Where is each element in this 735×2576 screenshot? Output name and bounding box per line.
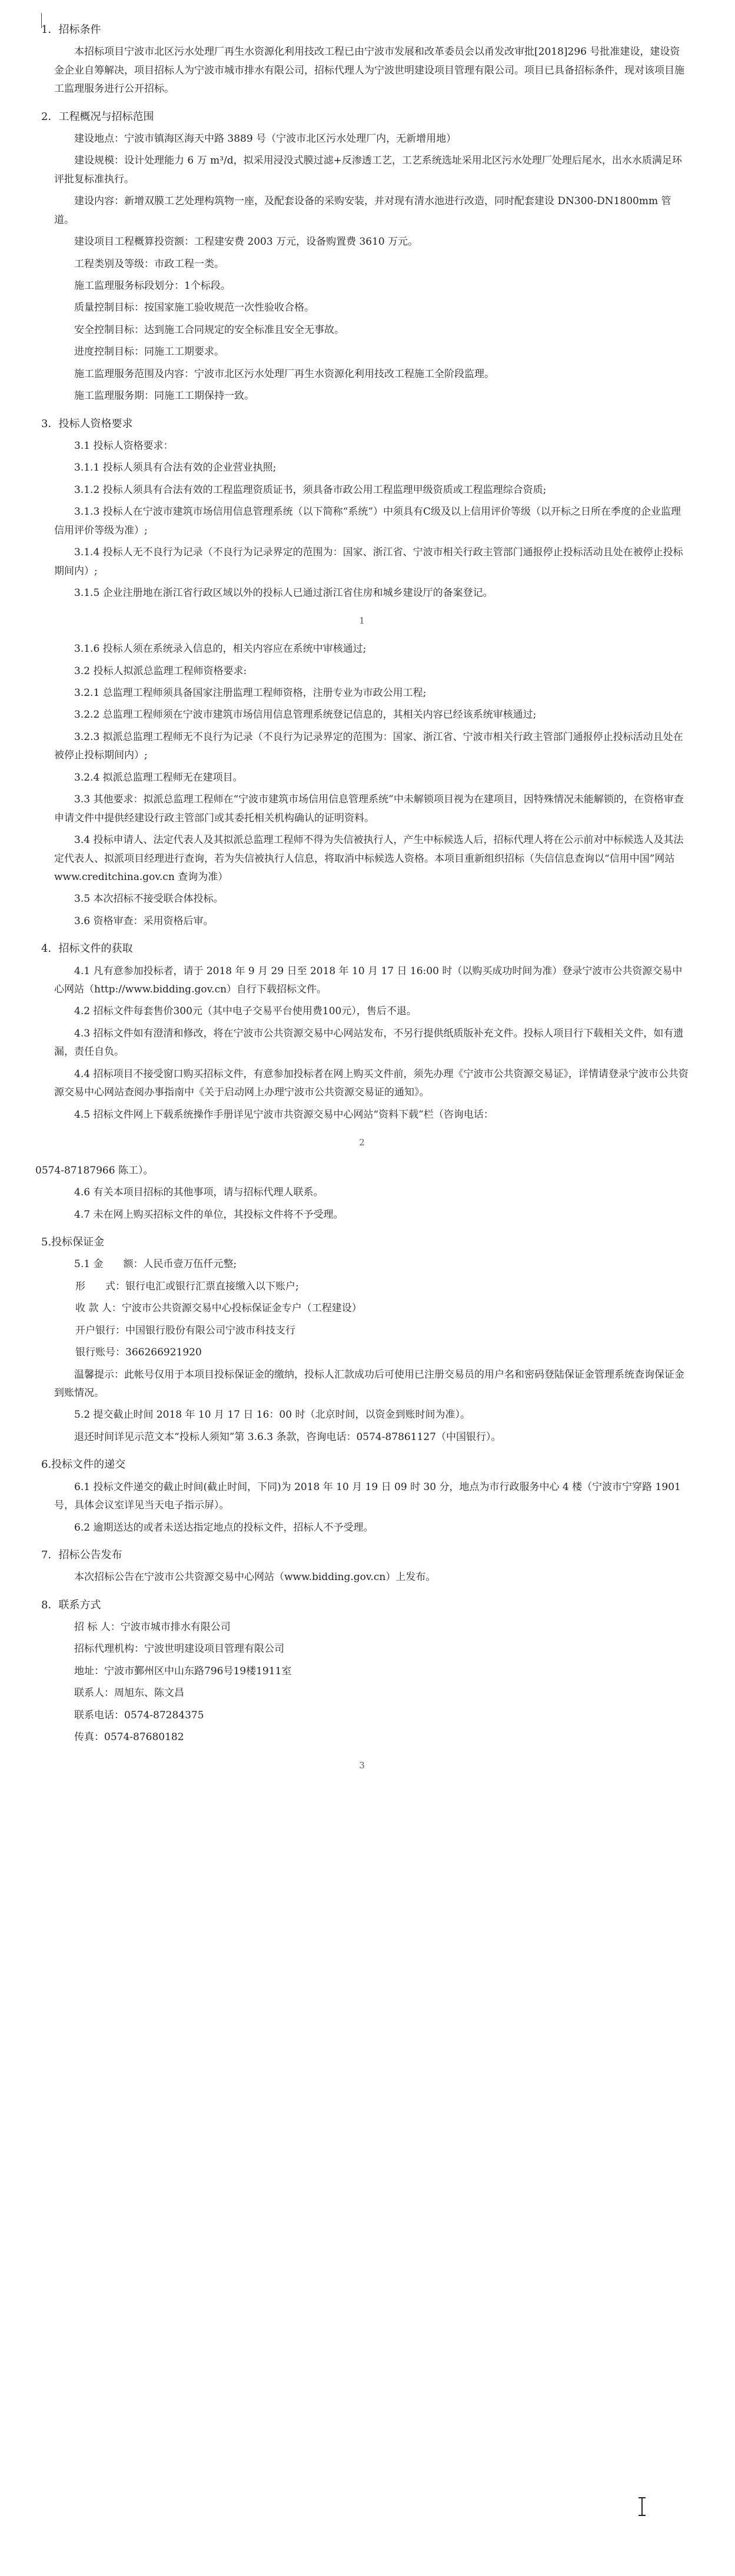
qualification-3-3: 3.3 其他要求：拟派总监理工程师在“宁波市建筑市场信用信息管理系统”中未解锁项目视为在建项目，因特殊情况未能解锁的，在资格审查申请文件中提供经建设行政主管部门或其委托相关机构确认的证明资料。 [54, 794, 684, 824]
section-1-paragraph: 本招标项目宁波市北区污水处理厂再生水资源化利用技改工程已由宁波市发展和改革委员会以甬发改审批[2018]296 号批准建设，建设资金企业自筹解决，项目招标人为宁波市城市排水有限公司，招标代理人为宁波世明建设项目管理有限公司。项目已具备招标条件，现对该项目施工监理服务进行公开招标。 [54, 46, 684, 95]
qualification-3-1-5: 3.1.5 企业注册地在浙江省行政区域以外的投标人已通过浙江省住房和城乡建设厅的备案登记。 [74, 586, 493, 599]
document-acquisition-4-7: 4.7 未在网上购买招标文件的单位，其投标文件将不予受理。 [74, 1208, 344, 1221]
contact-agent: 招标代理机构：宁波世明建设项目管理有限公司 [74, 1643, 284, 1655]
page-number: 1 [359, 615, 365, 626]
qualification-3-6: 3.6 资格审查：采用资格后审。 [74, 915, 214, 927]
section-8-title: 8．联系方式 [41, 1598, 101, 1611]
construction-scale: 建设规模：设计处理能力 6 万 m³/d，拟采用浸没式膜过滤+反渗透工艺，工艺系统选址采用北区污水处理厂处理后尾水，出水水质满足环评批复标准执行。 [54, 155, 682, 185]
qualification-3-2-2: 3.2.2 总监理工程师须在宁波市建筑市场信用信息管理系统登记信息的，其相关内容已经该系统审核通过; [74, 709, 537, 721]
qualification-3-2-4: 3.2.4 拟派总监理工程师无在建项目。 [74, 771, 243, 784]
section-7-title: 7．招标公告发布 [41, 1548, 122, 1561]
quality-target: 质量控制目标：按国家施工验收规范一次性验收合格。 [74, 302, 314, 314]
deposit-tip: 温馨提示：此帐号仅用于本项目投标保证金的缴纳，投标人汇款成功后可使用已注册交易员的用户名和密码登陆保证金管理系统查询保证金到账情况。 [54, 1368, 684, 1399]
contact-person: 联系人：周旭东、陈文昌 [74, 1687, 184, 1699]
contact-address: 地址：宁波市鄞州区中山东路796号19楼1911室 [74, 1665, 292, 1677]
tender-announcement-document [35, 12, 689, 1784]
lot-division: 施工监理服务标段划分：1个标段。 [74, 279, 231, 292]
qualification-3-2-1: 3.2.1 总监理工程师须具备国家注册监理工程师资格，注册专业为市政公用工程; [74, 687, 427, 699]
contact-phone: 联系电话：0574-87284375 [74, 1709, 204, 1721]
submission-6-1: 6.1 投标文件递交的截止时间(截止时间，下同)为 2018 年 10 月 19 日 09 时 30 分，地点为市行政服务中心 4 楼（宁波市宁穿路 1901 号，具体会议室详见当天电子指示屏）。 [54, 1481, 681, 1512]
deposit-refund: 退还时间详见示范文本“投标人须知”第 3.6.3 条款，咨询电话：0574-87861127（中国银行）。 [74, 1431, 501, 1443]
service-period: 施工监理服务期：同施工工期保持一致。 [74, 390, 254, 402]
qualification-intro: 3.1 投标人资格要求： [74, 439, 174, 452]
qualification-3-2-3: 3.2.3 拟派总监理工程师无不良行为记录（不良行为记录界定的范围为：国家、浙江省、宁波市相关行政主管部门通报停止投标活动且处在被停止投标期间内）; [54, 731, 683, 762]
project-category: 工程类别及等级：市政工程一类。 [74, 258, 224, 270]
document-acquisition-4-2: 4.2 招标文件每套售价300元（其中电子交易平台使用费100元），售后不退。 [74, 1005, 417, 1018]
section-6-title: 6.投标文件的递交 [41, 1458, 126, 1471]
consult-phone: 0574-87187966 陈工）。 [35, 1164, 154, 1177]
document-acquisition-4-6: 4.6 有关本项目招标的其他事项，请与招标代理人联系。 [74, 1187, 324, 1199]
investment-amount: 建设项目工程概算投资额：工程建安费 2003 万元，设备购置费 3610 万元。 [74, 236, 418, 248]
deposit-form: 形 式：银行电汇或银行汇票直接缴入以下账户; [75, 1280, 299, 1292]
qualification-3-1-3: 3.1.3 投标人在宁波市建筑市场信用信息管理系统（以下简称“系统”）中须具有C级及以上信用评价等级（以开标之日所在季度的企业监理信用评价等级为准）; [54, 506, 681, 536]
contact-fax: 传真：0574-87680182 [74, 1731, 184, 1744]
deposit-bank: 开户银行：中国银行股份有限公司宁波市科技支行 [75, 1324, 295, 1337]
deposit-account: 银行账号：366266921920 [75, 1347, 202, 1359]
safety-target: 安全控制目标：达到施工合同规定的安全标准且安全无事故。 [74, 324, 344, 336]
document-acquisition-4-4: 4.4 招标项目不接受窗口购买招标文件，有意参加投标者在网上购买文件前，须先办理《宁波市公共资源交易证》，详情请登录宁波市公共资源交易中心网站查阅办事指南中《关于启动网上办理宁波市公共资源交易证的通知》。 [54, 1068, 689, 1099]
construction-location: 建设地点：宁波市镇海区海天中路 3889 号（宁波市北区污水处理厂内，无新增用地） [74, 132, 457, 145]
document-acquisition-4-3: 4.3 招标文件如有澄清和修改，将在宁波市公共资源交易中心网站发布，不另行提供纸质版补充文件。投标人项目行下载相关文件，如有遗漏，责任自负。 [54, 1027, 684, 1058]
document-acquisition-4-1: 4.1 凡有意参加投标者，请于 2018 年 9 月 29 日至 2018 年 10 月 17 日 16:00 时（以购买成功时间为准）登录宁波市公共资源交易中心网站（http://www.bidding.gov.cn）自行下载招标文件。 [54, 965, 683, 995]
contact-tenderer: 招 标 人：宁波市城市排水有限公司 [74, 1621, 231, 1633]
section-2-title: 2．工程概况与招标范围 [41, 110, 154, 123]
text-cursor-icon [641, 2497, 643, 2516]
section-3-title: 3．投标人资格要求 [41, 417, 133, 430]
qualification-3-1-1: 3.1.1 投标人须具有合法有效的企业营业执照; [74, 462, 277, 474]
deposit-amount: 5.1 金 额：人民币壹万伍仟元整; [74, 1258, 237, 1271]
deposit-payee: 收 款 人：宁波市公共资源交易中心投标保证金专户（工程建设） [75, 1302, 362, 1315]
section-4-title: 4．招标文件的获取 [41, 942, 133, 955]
document-acquisition-4-5: 4.5 招标文件网上下载系统操作手册详见宁波市共资源交易中心网站“资料下载”栏（咨询电话： [74, 1108, 494, 1121]
qualification-3-1-4: 3.1.4 投标人无不良行为记录（不良行为记录界定的范围为：国家、浙江省、宁波市相关行政主管部门通报停止投标活动且处在被停止投标期间内）; [54, 546, 683, 577]
construction-content: 建设内容：新增双膜工艺处理构筑物一座，及配套设备的采购安装，并对现有清水池进行改造，同时配套建设 DN300-DN1800mm 管道。 [54, 195, 671, 226]
deposit-deadline: 5.2 提交截止时间 2018 年 10 月 17 日 16：00 时（北京时间，以资金到账时间为准）。 [74, 1409, 470, 1421]
section-1-title: 1．招标条件 [41, 24, 101, 36]
qualification-3-1-2: 3.1.2 投标人须具有合法有效的工程监理资质证书，须具备市政公用工程监理甲级资质或工程监理综合资质; [74, 484, 547, 496]
submission-6-2: 6.2 逾期送达的或者未送达指定地点的投标文件，招标人不予受理。 [74, 1521, 374, 1534]
section-5-title: 5.投标保证金 [41, 1236, 105, 1249]
page-number: 3 [359, 1759, 365, 1771]
qualification-3-1-6: 3.1.6 投标人须在系统录入信息的，相关内容应在系统中审核通过; [74, 643, 367, 655]
schedule-target: 进度控制目标：同施工工期要求。 [74, 346, 224, 358]
page-number: 2 [359, 1137, 365, 1148]
qualification-3-4: 3.4 投标申请人、法定代表人及其拟派总监理工程师不得为失信被执行人，产生中标候选人后，招标代理人将在公示前对中标候选人及其法定代表人、拟派项目经理进行查询，若为失信被执行人信息，将取消中标候选人资格。本项目重新组织招标（失信信息查询以“信用中国”网站 www.creditchina.gov.cn 查询为准） [54, 834, 684, 883]
qualification-3-2: 3.2 投标人拟派总监理工程师资格要求: [74, 665, 247, 677]
announcement-publishing: 本次招标公告在宁波市公共资源交易中心网站（www.bidding.gov.cn）上发布。 [74, 1571, 436, 1584]
qualification-3-5: 3.5 本次招标不接受联合体投标。 [74, 893, 224, 905]
service-scope: 施工监理服务范围及内容：宁波市北区污水处理厂再生水资源化利用技改工程施工全阶段监理。 [74, 368, 494, 380]
